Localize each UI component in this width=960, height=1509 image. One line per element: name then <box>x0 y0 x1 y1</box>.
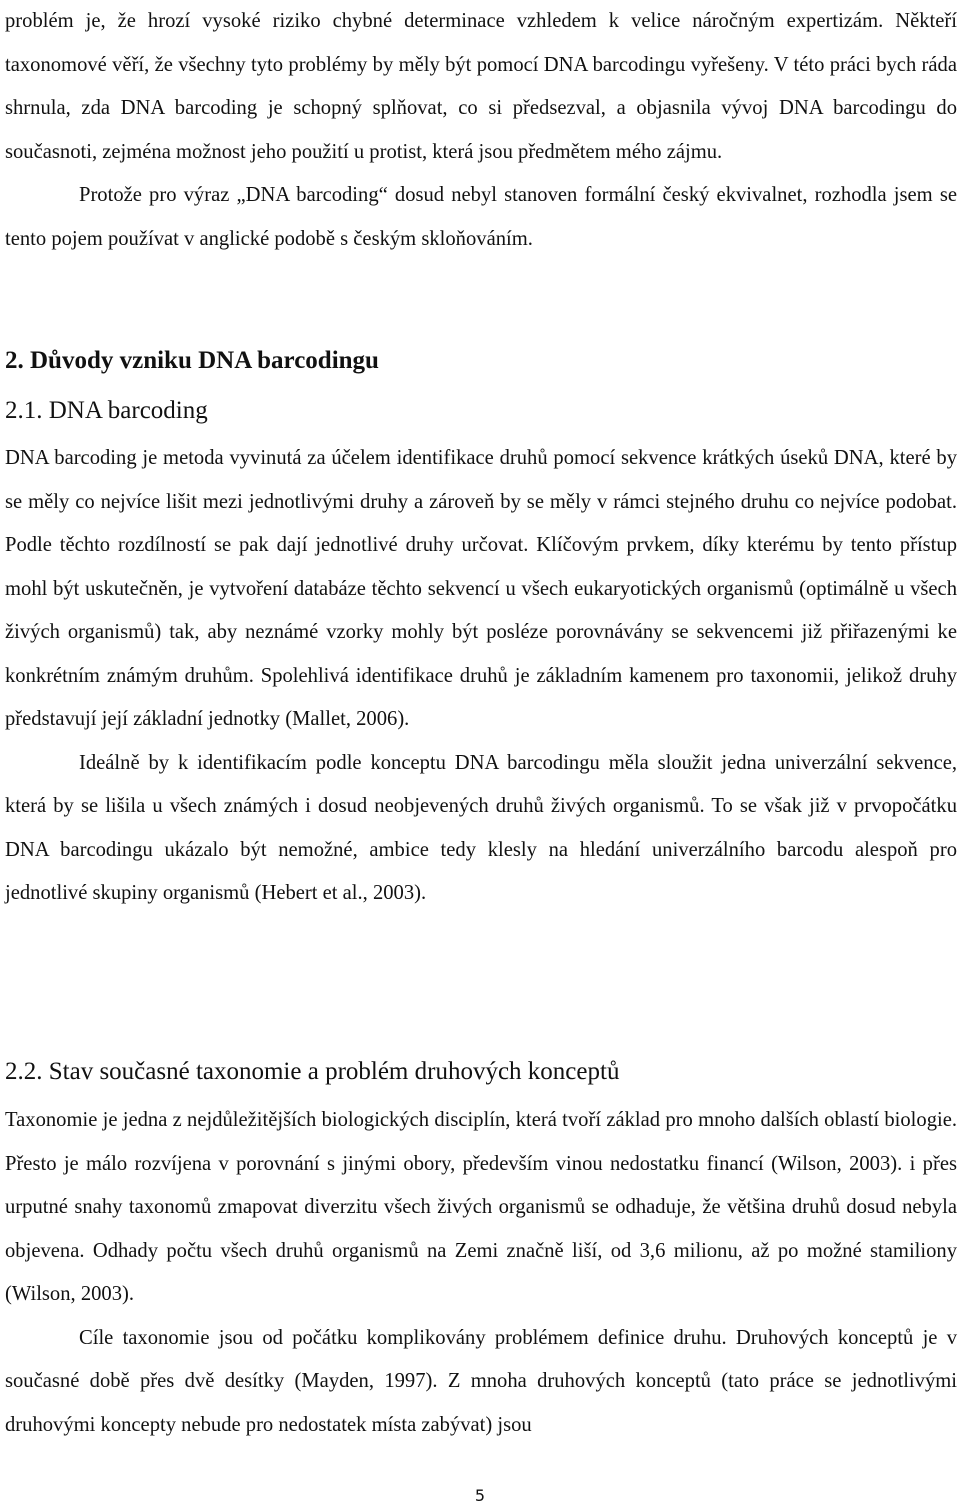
body-paragraph: Cíle taxonomie jsou od počátku komplikovány problémem definice druhu. Druhových konceptů je v současné době přes dvě desítky (Mayden, 1997). Z mnoha druhových konceptů (tato práce se jednotlivými druhovými koncepty nebude pro nedostatek místa zabývat) jsou <box>5 1326 957 1436</box>
subsection-heading-2-1: 2.1. DNA barcoding <box>5 397 208 424</box>
section-heading-2: 2. Důvody vzniku DNA barcodingu <box>5 347 379 374</box>
body-paragraph: DNA barcoding je metoda vyvinutá za účelem identifikace druhů pomocí sekvence krátkých úseků DNA, které by se měly co nejvíce lišit mezi jednotlivými druhy a zároveň by se měly v rámci stejného druhu co nejvíce podobat. Podle těchto rozdílností se pak dají jednotlivé druhy určovat. Klíčovým prvkem, díky kterému by tento přístup mohl být uskutečněn, je vytvoření databáze těchto sekvencí u všech eukaryotických organismů (optimálně u všech živých organismů) tak, aby neznámé vzorky mohly být posléze porovnávány se sekvencemi již přiřazenými ke konkrétním známým druhům. Spolehlivá identifikace druhů je základním kamenem pro taxonomii, jelikož druhy představují její základní jednotky (Mallet, 2006). <box>5 447 957 730</box>
body-paragraph: Ideálně by k identifikacím podle konceptu DNA barcodingu měla sloužit jedna univerzální sekvence, která by se lišila u všech známých i dosud neobjevených druhů živých organismů. To se však již v prvopočátku DNA barcodingu ukázalo být nemožné, ambice tedy klesly na hledání univerzálního barcodu alespoň pro jednotlivé skupiny organismů (Hebert et al., 2003). <box>5 751 957 904</box>
subsection-2-2-body <box>5 1099 957 1447</box>
subsection-2-1-body <box>5 437 957 916</box>
terminology-paragraph: Protože pro výraz „DNA barcoding“ dosud nebyl stanoven formální český ekvivalnet, rozhodla jsem se tento pojem používat v anglické podobě s českým skloňováním. <box>5 184 957 250</box>
body-paragraph: Taxonomie je jedna z nejdůležitějších biologických disciplín, která tvoří základ pro mnoho dalších oblastí biologie. Přesto je málo rozvíjena v porovnání s jinými obory, především vinou nedostatku financí (Wilson, 2003). i přes urputné snahy taxonomů zmapovat diverzitu všech živých organismů se odhaduje, že většina druhů dosud nebyla objevena. Odhady počtu všech druhů organismů na Zemi značně liší, od 3,6 milionu, až po možné stamiliony (Wilson, 2003). <box>5 1109 957 1305</box>
intro-block <box>5 0 957 261</box>
subsection-heading-2-2: 2.2. Stav současné taxonomie a problém druhových konceptů <box>5 1058 620 1085</box>
intro-paragraph: problém je, že hrozí vysoké riziko chybné determinace vzhledem k velice náročným expertizám. Někteří taxonomové věří, že všechny tyto problémy by měly být pomocí DNA barcodingu vyřešeny. V této práci bych ráda shrnula, zda DNA barcoding je schopný splňovat, co si předsezval, a objasnila vývoj DNA barcodingu do současnoti, zejména možnost jeho použití u protist, která jsou předmětem mého zájmu. <box>5 10 957 163</box>
page-number: 5 <box>474 1486 486 1505</box>
